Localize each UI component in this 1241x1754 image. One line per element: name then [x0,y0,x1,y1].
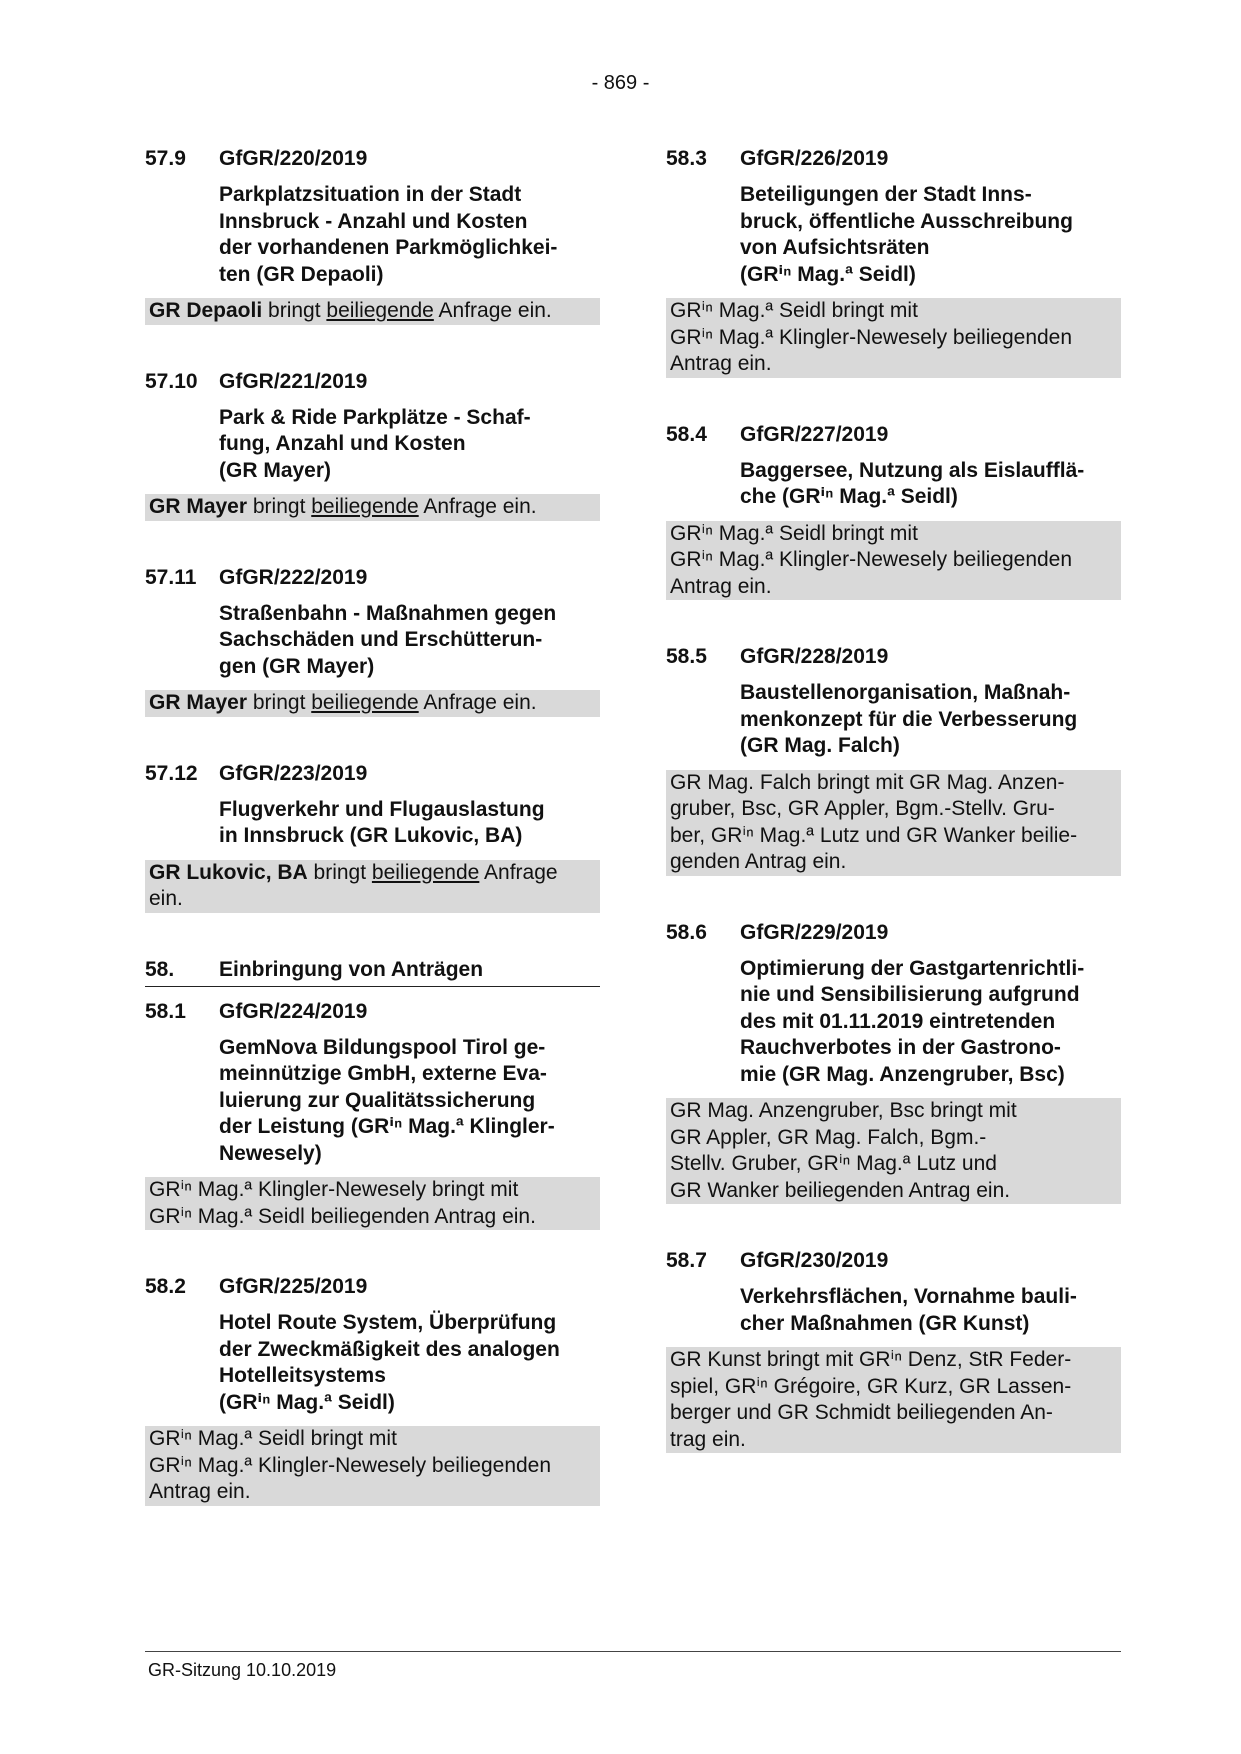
entry-number: 58.6 [666,920,707,944]
entry-ref: GfGR/223/2019 [219,761,368,785]
footer-text: GR-Sitzung 10.10.2019 [148,1660,337,1680]
entry-number: 58.2 [145,1275,186,1298]
entry-title: Beteiligungen der Stadt Inns- bruck, öffentliche Ausschreibung von Aufsichtsräten (GRⁱⁿ Mag.ª Seidl) [740,183,1073,286]
entry-ref: GfGR/221/2019 [219,369,368,393]
entry-number: 57.10 [145,369,198,393]
entry-number: 57.11 [145,565,197,589]
entry-58-3 [666,146,1121,378]
entry-statement: GR Lukovic, BA bringt beiliegende Anfrage ein. [145,860,600,913]
entry-ref: GfGR/230/2019 [740,1249,889,1272]
entry-title: Straßenbahn - Maßnahmen gegen Sachschäden und Erschütterun- gen (GR Mayer) [219,601,557,678]
entry-statement: GR Mayer bringt beiliegende Anfrage ein. [145,690,600,717]
entry-58-7 [666,1248,1121,1453]
entry-57-12 [145,761,600,913]
entry-title: GemNova Bildungspool Tirol ge- meinnützige GmbH, externe Eva- luierung zur Qualitätssicherung der Leistung (GRⁱⁿ Mag.ª Klingler- Newesely) [219,1035,555,1165]
page-number: - 869 - [591,72,650,94]
entry-58-6 [666,920,1121,1205]
entry-title: Optimierung der Gastgartenrichtli- nie und Sensibilisierung aufgrund des mit 01.11.2019 eintretenden Rauchverbotes in der Gastrono- mie (GR Mag. Anzengruber, Bsc) [740,956,1085,1086]
entry-statement: GRⁱⁿ Mag.ª Seidl bringt mit GRⁱⁿ Mag.ª Klingler-Newesely beiliegenden Antrag ein. [145,1426,600,1506]
entry-statement: GR Mayer bringt beiliegende Anfrage ein. [145,494,600,521]
entry-statement: GR Kunst bringt mit GRⁱⁿ Denz, StR Feder- spiel, GRⁱⁿ Grégoire, GR Kurz, GR Lassen- berger und GR Schmidt beiliegenden An- trag ein. [666,1347,1121,1453]
entry-number: 57.9 [145,147,186,170]
entry-number: 58.5 [666,645,707,668]
entry-statement: GRⁱⁿ Mag.ª Seidl bringt mit GRⁱⁿ Mag.ª Klingler-Newesely beiliegenden Antrag ein. [666,521,1121,601]
entry-58-5 [666,644,1121,876]
entry-ref: GfGR/227/2019 [740,422,889,446]
entry-58-1 [145,999,600,1231]
entry-title: Verkehrsflächen, Vornahme bauli- cher Maßnahmen (GR Kunst) [740,1285,1077,1335]
entry-number: 58.3 [666,147,707,170]
entry-title: Baggersee, Nutzung als Eislaufflä- che (GRⁱⁿ Mag.ª Seidl) [740,458,1085,508]
right-column [666,146,1121,1453]
entry-ref: GfGR/220/2019 [219,147,368,170]
entry-58-2 [145,1274,600,1506]
entry-57-10 [145,369,600,521]
entry-title: Hotel Route System, Überprüfung der Zweckmäßigkeit des analogen Hotelleitsystems (GRⁱⁿ Mag.ª Seidl) [219,1311,560,1414]
entry-title: Park & Ride Parkplätze - Schaf- fung, Anzahl und Kosten (GR Mayer) [219,405,531,482]
entry-title: Parkplatzsituation in der Stadt Innsbruck - Anzahl und Kosten der vorhandenen Parkmöglichkei- ten (GR Depaoli) [219,183,558,286]
entry-statement: GR Depaoli bringt beiliegende Anfrage ein. [145,298,600,325]
entry-statement: GR Mag. Falch bringt mit GR Mag. Anzen- gruber, Bsc, GR Appler, Bgm.-Stellv. Gru- ber, GRⁱⁿ Mag.ª Lutz und GR Wanker beilie- genden Antrag ein. [666,770,1121,876]
entry-statement: GR Mag. Anzengruber, Bsc bringt mit GR Appler, GR Mag. Falch, Bgm.- Stellv. Gruber, GRⁱⁿ Mag.ª Lutz und GR Wanker beiliegenden Antrag ein. [666,1098,1121,1204]
section-heading-58: 58. Einbringung von Anträgen [145,957,600,987]
entry-57-11 [145,565,600,717]
entry-number: 58.1 [145,999,186,1023]
entry-ref: GfGR/224/2019 [219,999,368,1023]
entry-ref: GfGR/226/2019 [740,147,889,170]
entry-ref: GfGR/229/2019 [740,920,889,944]
entry-ref: GfGR/225/2019 [219,1275,368,1298]
entry-number: 57.12 [145,761,198,785]
entry-58-4 [666,422,1121,601]
entry-title: Flugverkehr und Flugauslastung in Innsbruck (GR Lukovic, BA) [219,797,545,847]
entry-statement: GRⁱⁿ Mag.ª Seidl bringt mit GRⁱⁿ Mag.ª Klingler-Newesely beiliegenden Antrag ein. [666,298,1121,378]
entry-57-9 [145,146,600,325]
entry-number: 58.4 [666,422,707,446]
entry-ref: GfGR/228/2019 [740,645,889,668]
entry-title: Baustellenorganisation, Maßnah- menkonzept für die Verbesserung (GR Mag. Falch) [740,681,1078,757]
entry-number: 58.7 [666,1249,707,1272]
entry-statement: GRⁱⁿ Mag.ª Klingler-Newesely bringt mit GRⁱⁿ Mag.ª Seidl beiliegenden Antrag ein. [145,1177,600,1230]
footer-divider [145,1651,1121,1652]
left-column [145,146,600,1506]
entry-ref: GfGR/222/2019 [219,565,368,589]
